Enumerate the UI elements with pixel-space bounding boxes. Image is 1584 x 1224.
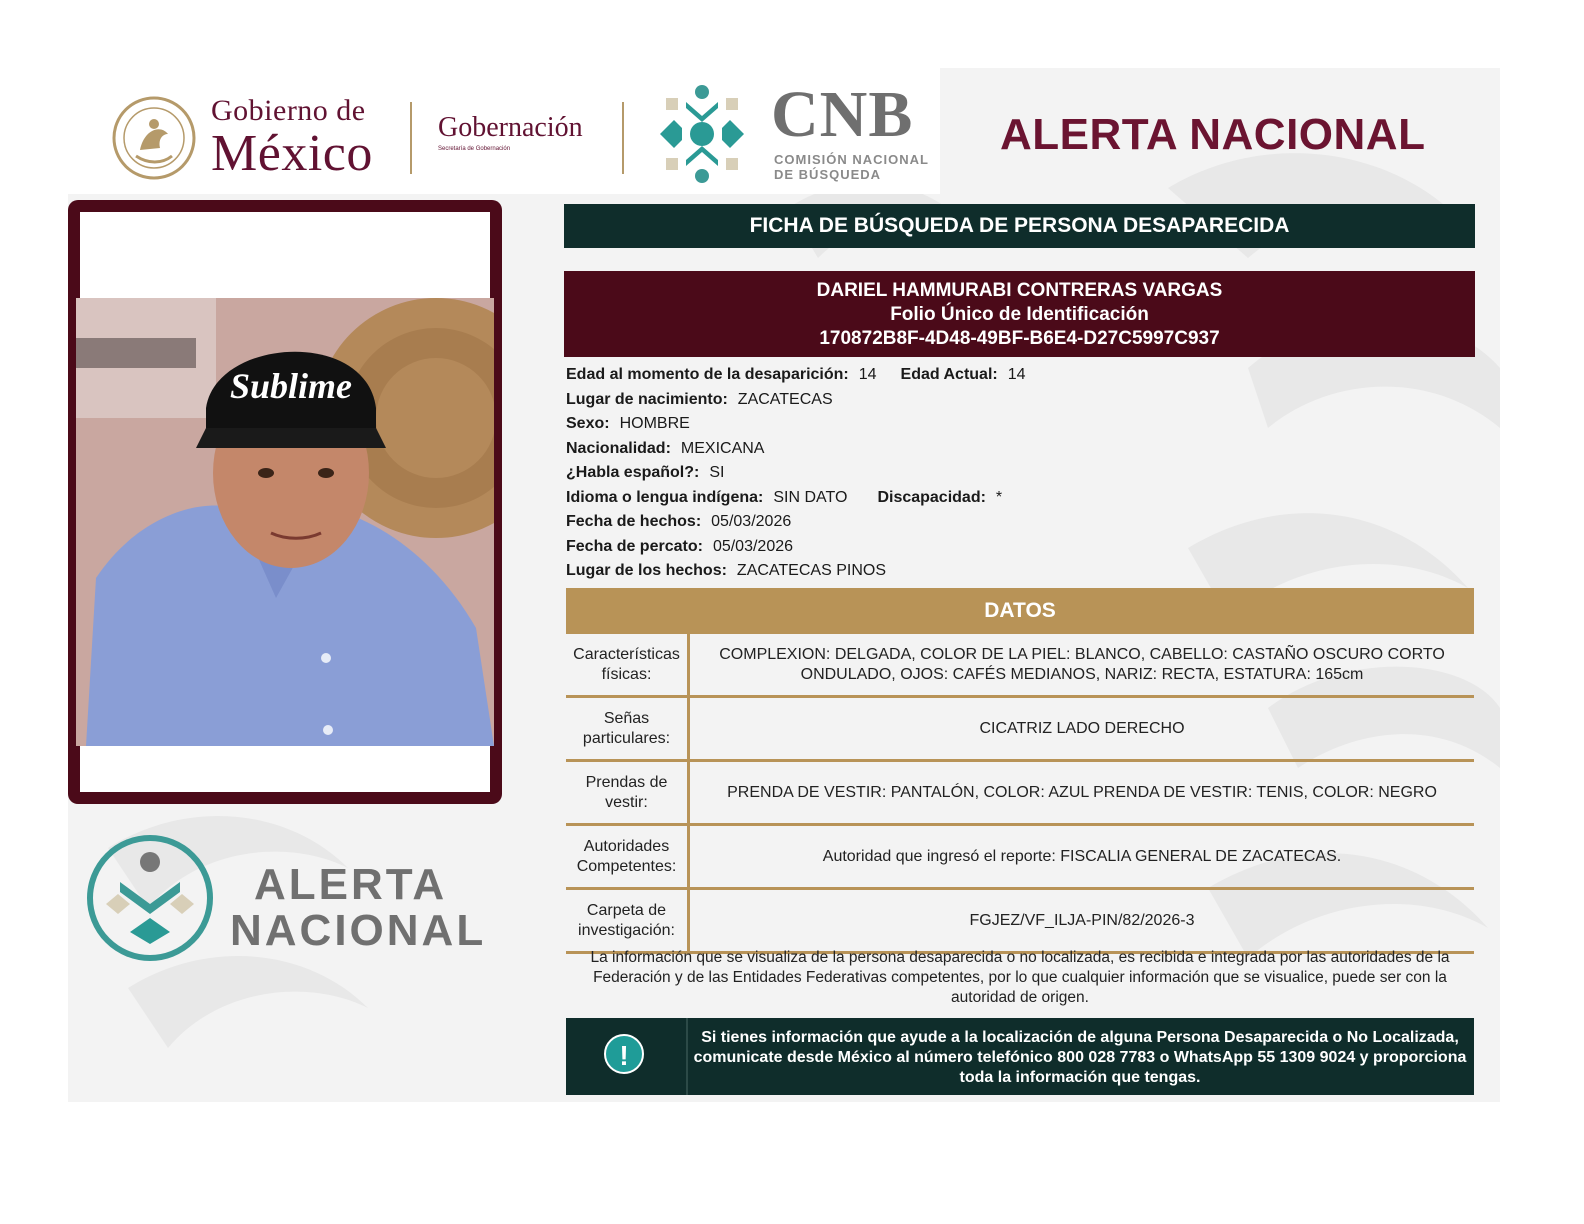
alerta-nacional-wordmark — [230, 862, 486, 954]
lugar-hechos-label: Lugar de los hechos: — [566, 562, 727, 579]
contact-banner — [566, 1018, 1474, 1095]
table-row — [566, 634, 1474, 697]
alerta-nacional-emblem-icon — [84, 832, 216, 964]
table-row — [566, 761, 1474, 825]
person-fields — [566, 363, 1466, 584]
field-row-lugar-hechos — [566, 559, 1466, 584]
photo-frame — [68, 200, 502, 804]
lugar-nacimiento-value: ZACATECAS — [737, 390, 833, 408]
cnb-logo-text: CNB — [771, 78, 914, 151]
datos-value: CICATRIZ LADO DERECHO — [689, 697, 1475, 761]
discapacidad-value: * — [995, 488, 1003, 506]
cnb-subtitle — [774, 152, 929, 182]
edad-actual-label: Edad Actual: — [900, 366, 998, 383]
field-row-lugar-nacimiento — [566, 388, 1466, 413]
ficha-title-bar: FICHA DE BÚSQUEDA DE PERSONA DESAPARECIDA — [564, 204, 1475, 248]
person-name: DARIEL HAMMURABI CONTRERAS VARGAS — [816, 280, 1223, 301]
alerta-word: ALERTA — [254, 860, 448, 909]
alert-title: ALERTA NACIONAL — [1000, 110, 1426, 159]
gobernacion-logo — [438, 112, 583, 152]
gobernacion-text: Gobernación — [438, 112, 583, 143]
field-row-idioma — [566, 486, 1466, 511]
datos-value: Autoridad que ingresó el reporte: FISCALIA GENERAL DE ZACATECAS. — [689, 825, 1475, 889]
alert-sheet — [68, 68, 1500, 1102]
person-photo — [76, 298, 494, 746]
field-row-habla — [566, 461, 1466, 486]
gobierno-line1: Gobierno de — [211, 94, 366, 127]
datos-label: Características físicas: — [566, 634, 689, 697]
sexo-value: HOMBRE — [619, 415, 690, 432]
fecha-percato-label: Fecha de percato: — [566, 537, 703, 555]
folio-label: Folio Único de Identificación — [890, 304, 1149, 325]
idioma-label: Idioma o lengua indígena: — [566, 488, 764, 506]
datos-value: FGJEZ/VF_ILJA-PIN/82/2026-3 — [689, 889, 1475, 953]
field-row-fecha-hechos — [566, 510, 1466, 535]
datos-table — [566, 634, 1474, 954]
mexico-seal-icon — [110, 94, 198, 182]
datos-label: Señas particulares: — [566, 697, 689, 761]
table-row — [566, 825, 1474, 889]
discapacidad-label: Discapacidad: — [877, 488, 986, 506]
sexo-label: Sexo: — [566, 415, 610, 432]
gobernacion-subtitle: Secretaría de Gobernación — [438, 146, 511, 152]
field-row-nacionalidad — [566, 437, 1466, 462]
divider — [410, 102, 412, 174]
lugar-nacimiento-label: Lugar de nacimiento: — [566, 390, 728, 408]
folio-value: 170872B8F-4D48-49BF-B6E4-D27C5997C937 — [819, 328, 1220, 349]
idioma-value: SIN DATO — [773, 488, 848, 506]
gobierno-line2: México — [211, 125, 373, 182]
nacionalidad-label: Nacionalidad: — [566, 439, 671, 457]
table-row — [566, 889, 1474, 953]
datos-label: Autoridades Competentes: — [566, 825, 689, 889]
fecha-percato-value: 05/03/2026 — [712, 537, 794, 555]
cnb-emblem-icon — [646, 78, 758, 190]
photo-inner — [80, 212, 490, 792]
contact-icon-cell — [566, 1018, 688, 1095]
person-identity-box — [564, 271, 1475, 357]
field-row-ages — [566, 363, 1466, 388]
field-row-fecha-percato — [566, 535, 1466, 560]
nacional-word: NACIONAL — [230, 906, 487, 955]
cnb-subtitle-line1: COMISIÓN NACIONAL — [774, 152, 929, 167]
nacionalidad-value: MEXICANA — [680, 439, 765, 457]
fecha-hechos-value: 05/03/2026 — [711, 513, 792, 530]
disclaimer-text: La información que se visualiza de la persona desaparecida o no localizada, es recibida e integrada por las autoridades de la Federación y de las Entidades Federativas competentes, por lo que cualquier información que se visualice, puede ser con la autoridad de origen. — [590, 949, 1450, 1006]
field-row-sexo — [566, 412, 1466, 437]
fecha-hechos-label: Fecha de hechos: — [566, 513, 702, 530]
datos-header: DATOS — [566, 588, 1474, 634]
habla-value: SI — [709, 464, 725, 481]
cnb-subtitle-line2: DE BÚSQUEDA — [774, 167, 882, 182]
lugar-hechos-value: ZACATECAS PINOS — [736, 562, 886, 579]
datos-value: COMPLEXION: DELGADA, COLOR DE LA PIEL: BLANCO, CABELLO: CASTAÑO OSCURO CORTO ONDULADO, OJOS: CAFÉS MEDIANOS, NARIZ: RECTA, ESTATURA: 165cm — [689, 634, 1475, 697]
divider — [622, 102, 624, 174]
table-row — [566, 697, 1474, 761]
cap-text: Sublime — [229, 366, 353, 406]
contact-message: Si tienes información que ayude a la localización de alguna Persona Desaparecida o No Localizada, comunicate desde México al número telefónico 800 028 7783 o WhatsApp 55 1309 9024 y proporciona toda la información que tengas. — [693, 1029, 1467, 1086]
datos-label: Prendas de vestir: — [566, 761, 689, 825]
exclamation-icon: ! — [604, 1034, 644, 1074]
edad-desaparicion-label: Edad al momento de la desaparición: — [566, 366, 849, 383]
edad-desaparicion-value: 14 — [858, 366, 877, 383]
edad-actual-value: 14 — [1007, 366, 1026, 383]
datos-value: PRENDA DE VESTIR: PANTALÓN, COLOR: AZUL PRENDA DE VESTIR: TENIS, COLOR: NEGRO — [689, 761, 1475, 825]
habla-label: ¿Habla español?: — [566, 464, 700, 481]
gobierno-de-mexico-logo — [211, 96, 373, 180]
datos-label: Carpeta de investigación: — [566, 889, 689, 953]
